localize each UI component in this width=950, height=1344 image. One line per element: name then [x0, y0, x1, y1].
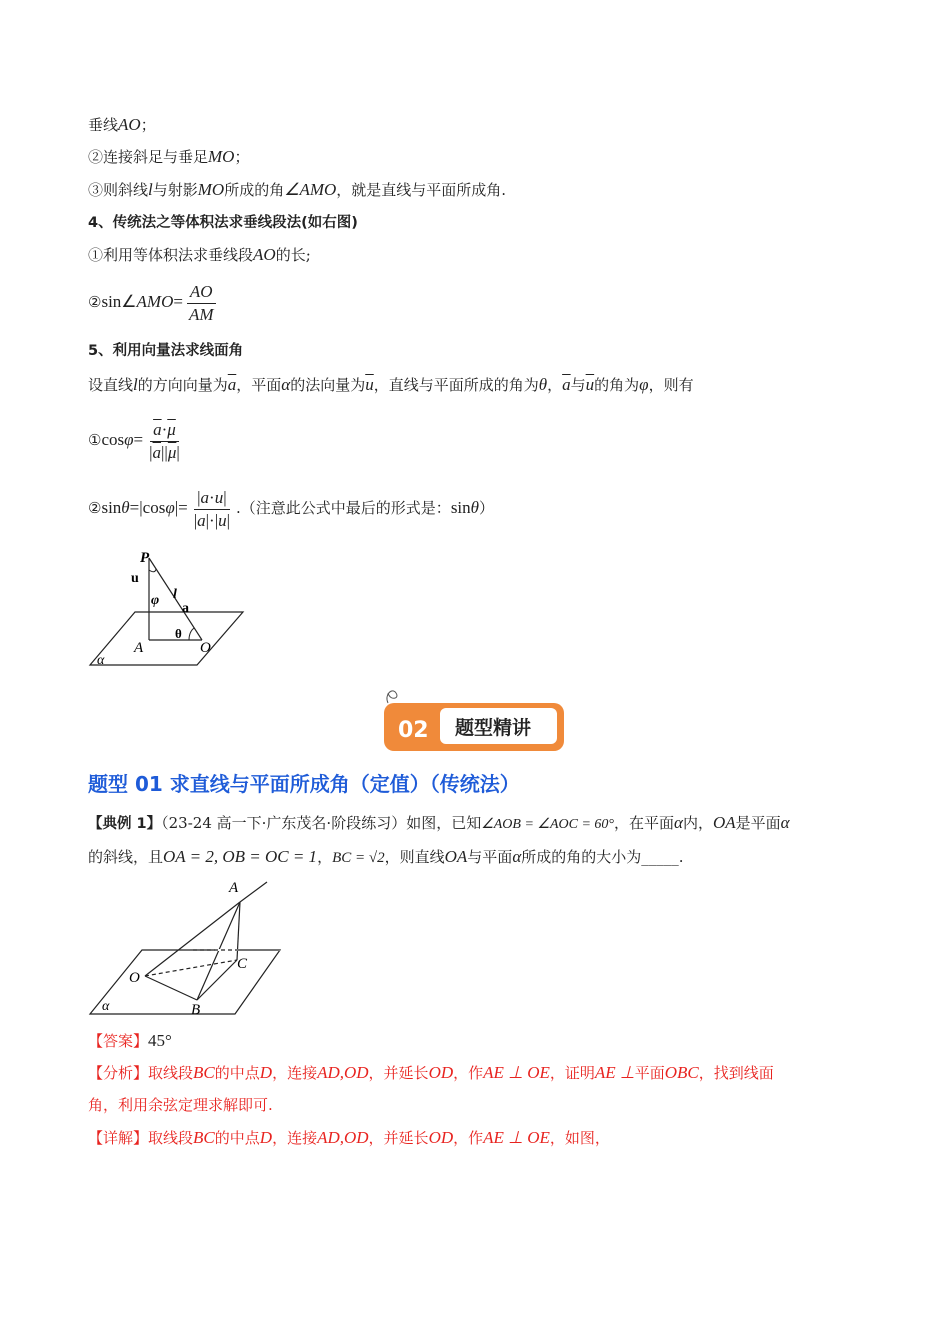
figure-plane-normal [85, 548, 250, 673]
text: ，在平面 [614, 814, 675, 832]
math-angle: ∠ [121, 292, 137, 311]
label-theta: θ [175, 626, 182, 641]
badge-label: 题型精讲 [455, 717, 532, 739]
math-a: a [200, 487, 210, 507]
text: ，则直线 [384, 848, 445, 866]
label-O: O [129, 970, 140, 986]
fraction [191, 487, 233, 532]
text: （23-24 高一下·广东茂名·阶段练习）如图，已知 [161, 814, 482, 832]
text: ； [234, 148, 250, 166]
math-alpha: α [780, 813, 790, 832]
text: ，并延长 [368, 1129, 429, 1147]
math-bar: | [193, 510, 198, 530]
extension-line [240, 882, 267, 902]
label-alpha: α [102, 999, 110, 1014]
text: ① [88, 431, 102, 449]
text: 是平面 [735, 814, 781, 832]
text: 与射影 [152, 181, 198, 199]
badge-clip-icon [387, 691, 397, 703]
text: ，如图， [549, 1129, 610, 1147]
math-AE-perp: AE ⊥ [594, 1063, 635, 1082]
vector-mu: $\overline{\mu}$ [167, 442, 177, 462]
label-O: O [200, 640, 211, 656]
text: ③则斜线 [88, 181, 149, 199]
text-line-6 [88, 374, 694, 396]
math-theta: θ [470, 498, 480, 517]
text: ，平面 [236, 376, 282, 394]
math-phi: φ [165, 498, 175, 517]
text: 的中点 [214, 1064, 260, 1082]
math-OBC: OBC [664, 1063, 699, 1082]
math-bar: | [139, 498, 143, 517]
math-BC: BC [193, 1128, 215, 1147]
math-AD-OD: AD,OD [317, 1063, 369, 1082]
math-dot: · [209, 510, 215, 530]
text-line-4 [88, 244, 311, 266]
math-bar: | [205, 510, 210, 530]
formula-sin-theta [88, 486, 494, 532]
math-AMO: AMO [136, 292, 174, 311]
angle-arc-theta [189, 628, 194, 640]
math-sin: sin [450, 498, 471, 517]
math-bar: | [223, 487, 227, 507]
math-OD: OD [428, 1063, 454, 1082]
example-line-1 [88, 812, 790, 836]
angle-arc-phi [149, 569, 156, 572]
math-AO: AO [253, 245, 276, 264]
text: 垂线 [88, 116, 119, 134]
text: ，并延长 [368, 1064, 429, 1082]
text: ； [140, 116, 156, 134]
math-OA: OA [712, 813, 736, 832]
math-cos: cos [142, 498, 166, 517]
detail-line-1 [88, 1127, 610, 1149]
label-u: u [131, 571, 139, 586]
answer-value: 45° [148, 1031, 172, 1050]
math-bar: | [149, 442, 153, 462]
math-AO: AO [189, 281, 213, 301]
text: ②连接斜足与垂足 [88, 148, 209, 166]
heading-5: 5、利用向量法求线面角 [88, 343, 244, 359]
badge-number: 02 [398, 718, 429, 743]
answer-tag: 【答案】 [88, 1032, 149, 1050]
math-condition: BC = √2 [332, 850, 385, 866]
vector-a: $\overline{a}$ [227, 375, 237, 394]
text: 与 [570, 376, 586, 394]
math-BC: BC [193, 1063, 215, 1082]
math-AE-perp-OE: AE ⊥ OE [483, 1128, 550, 1147]
label-P: P [140, 550, 150, 566]
section-badge [378, 683, 568, 755]
text: ，找到线面 [698, 1064, 774, 1082]
text: ，作 [453, 1129, 484, 1147]
label-A: A [229, 880, 239, 896]
text: 与平面 [467, 848, 513, 866]
vector-a: $\overline{a}$ [562, 375, 571, 394]
text: ② [88, 499, 102, 517]
text: ， [317, 848, 333, 866]
math-MO: MO [208, 147, 235, 166]
math-alpha: α [512, 847, 522, 866]
text: ， [547, 376, 563, 394]
label-C: C [237, 956, 248, 972]
edge-AC [237, 902, 240, 960]
math-eq: = [173, 292, 183, 311]
math-cos: cos [101, 430, 125, 449]
text-line-1 [88, 114, 156, 136]
analysis-line-1 [88, 1062, 774, 1084]
math-eq: = [129, 498, 140, 517]
math-dot: · [209, 487, 215, 507]
math-bar: | [197, 487, 201, 507]
label-phi: φ [151, 593, 160, 608]
math-a: a [197, 510, 206, 530]
text: 平面 [634, 1064, 665, 1082]
math-AO: AO [118, 115, 141, 134]
math-AE-perp-OE: AE ⊥ OE [483, 1063, 550, 1082]
text: 的斜线，且 [88, 848, 164, 866]
text: 的方向向量为 [137, 376, 228, 394]
vector-a: $\overline{a}$ [153, 419, 162, 439]
label-A: A [134, 640, 144, 656]
math-theta: θ [538, 375, 548, 394]
text: 取线段 [148, 1129, 194, 1147]
text: ，则有 [648, 376, 694, 394]
text: ，就是直线与平面所成角. [336, 181, 507, 199]
text: ，连接 [272, 1129, 318, 1147]
math-phi: φ [639, 375, 649, 394]
text: ，证明 [549, 1064, 595, 1082]
math-bar: || [161, 442, 168, 462]
analysis-line-2: 角，利用余弦定理求解即可. [88, 1096, 273, 1114]
example-tag: 【典例 1】 [88, 816, 162, 832]
math-u: u [218, 510, 227, 530]
math-sin: sin [101, 498, 122, 517]
label-a: a [182, 601, 189, 616]
math-condition: ∠AOB = ∠AOC = 60° [481, 817, 615, 832]
label-l: l [173, 587, 177, 602]
math-dot: · [161, 419, 168, 439]
plane-alpha [90, 950, 280, 1014]
vector-u: $\overline{u}$ [585, 375, 595, 394]
text: ② [88, 293, 102, 311]
heading-4: 4、传统法之等体积法求垂线段法(如右图) [88, 215, 358, 231]
formula-sin-amo [88, 280, 220, 326]
text: 的角为 [594, 376, 640, 394]
figure-tetrahedron [85, 874, 285, 1022]
edge-AO [145, 902, 240, 976]
math-l: l [133, 375, 138, 394]
math-AD-OD: AD,OD [317, 1128, 369, 1147]
answer-line [88, 1030, 172, 1052]
label-alpha: α [97, 653, 105, 668]
math-u: u [214, 487, 224, 507]
text: 设直线 [88, 376, 134, 394]
edge-OB [145, 976, 197, 1000]
answer-blank: _____ [641, 848, 679, 866]
example-line-2 [88, 846, 684, 869]
text: ，作 [453, 1064, 484, 1082]
text: . [678, 848, 684, 866]
math-eq: = [178, 498, 188, 517]
text: 所成的角的大小为 [521, 848, 642, 866]
text: 取线段 [148, 1064, 194, 1082]
math-alpha: α [281, 375, 291, 394]
label-B: B [191, 1002, 201, 1018]
math-bar: | [226, 510, 231, 530]
math-sin: sin [101, 292, 122, 311]
text: ①利用等体积法求垂线段 [88, 246, 254, 264]
math-bar: | [214, 510, 219, 530]
math-condition: OA = 2, OB = OC = 1 [163, 847, 318, 866]
detail-tag: 【详解】 [88, 1129, 149, 1147]
vector-mu: $\overline{\mu}$ [167, 419, 176, 439]
text: 的中点 [214, 1129, 260, 1147]
text: ，直线与平面所成的角为 [373, 376, 539, 394]
fraction [186, 281, 217, 326]
math-OD: OD [428, 1128, 454, 1147]
fraction [146, 419, 183, 464]
math-AM: AM [188, 304, 214, 324]
math-alpha: α [674, 813, 683, 832]
math-OA: OA [444, 847, 468, 866]
section-title: 题型 01 求直线与平面所成角（定值）（传统法） [88, 772, 520, 796]
vector-a: $\overline{a}$ [152, 442, 162, 462]
text: 内， [682, 814, 713, 832]
math-bar: | [176, 442, 180, 462]
text: ） [479, 499, 495, 517]
math-D: D [259, 1128, 273, 1147]
math-bar: | [174, 498, 179, 517]
math-D: D [259, 1063, 273, 1082]
text: 的长; [275, 246, 311, 264]
text: ，连接 [272, 1064, 318, 1082]
text: 所成的角 [224, 181, 285, 199]
text-line-2 [88, 146, 249, 168]
text: 的法向量为 [290, 376, 366, 394]
analysis-tag: 【分析】 [88, 1064, 149, 1082]
math-l: l [148, 180, 153, 199]
formula-cos-phi [88, 418, 186, 464]
math-MO: MO [197, 180, 225, 199]
plane-alpha [90, 612, 243, 665]
math-theta: θ [121, 498, 130, 517]
math-phi: φ [124, 430, 134, 449]
math-eq: = [133, 430, 144, 449]
vector-u: $\overline{u}$ [365, 375, 374, 394]
math-angle-AMO: ∠AMO [284, 180, 337, 199]
text: .（注意此公式中最后的形式是： [236, 499, 451, 517]
text-line-3 [88, 179, 506, 201]
